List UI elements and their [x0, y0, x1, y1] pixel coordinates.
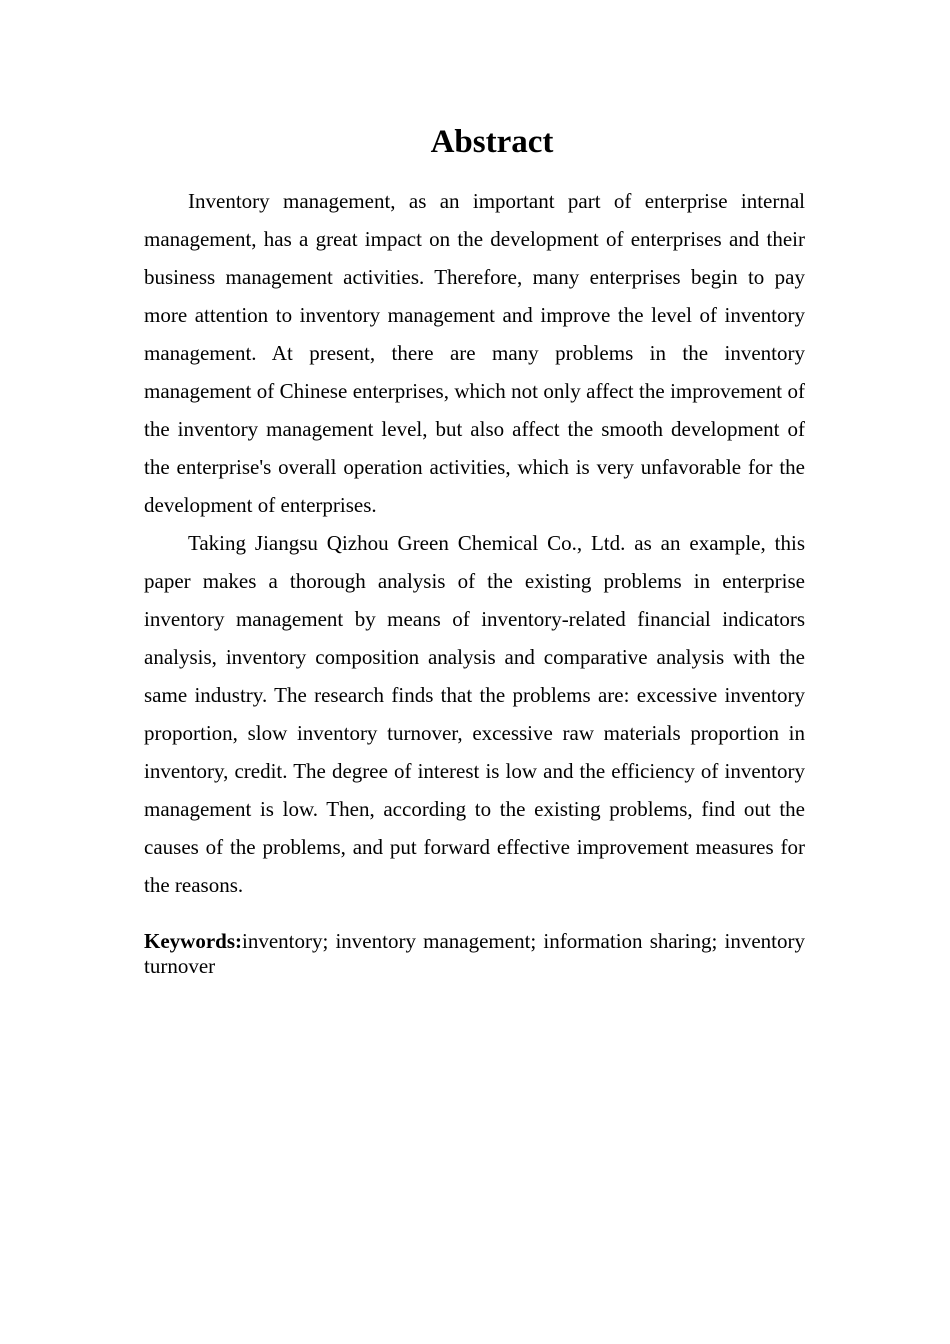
abstract-paragraph-2: Taking Jiangsu Qizhou Green Chemical Co., Ltd. as an example, this paper makes a thorough analysis of the existing problems in enterprise inventory management by means of inventory-related financial indicators analysis, inventory composition analysis and comparative analysis with the same industry. The research finds that the problems are: excessive inventory proportion, slow inventory turnover, excessive raw materials proportion in inventory, credit. The degree of interest is low and the efficiency of inventory management is low. Then, according to the existing problems, find out the causes of the problems, and put forward effective improvement measures for the reasons. [144, 531, 805, 897]
abstract-title: Abstract [430, 124, 554, 160]
abstract-body [144, 182, 805, 904]
keywords-label: Keywords: [144, 929, 242, 953]
keywords-text: inventory; inventory management; information sharing; inventory turnover [144, 929, 805, 978]
keywords-line [144, 929, 805, 979]
abstract-paragraph-1: Inventory management, as an important part of enterprise internal management, has a great impact on the development of enterprises and their business management activities. Therefore, many enterprises begin to pay more attention to inventory management and improve the level of inventory management. At present, there are many problems in the inventory management of Chinese enterprises, which not only affect the improvement of the inventory management level, but also affect the smooth development of the enterprise's overall operation activities, which is very unfavorable for the development of enterprises. [144, 189, 805, 517]
abstract-section [144, 118, 805, 979]
